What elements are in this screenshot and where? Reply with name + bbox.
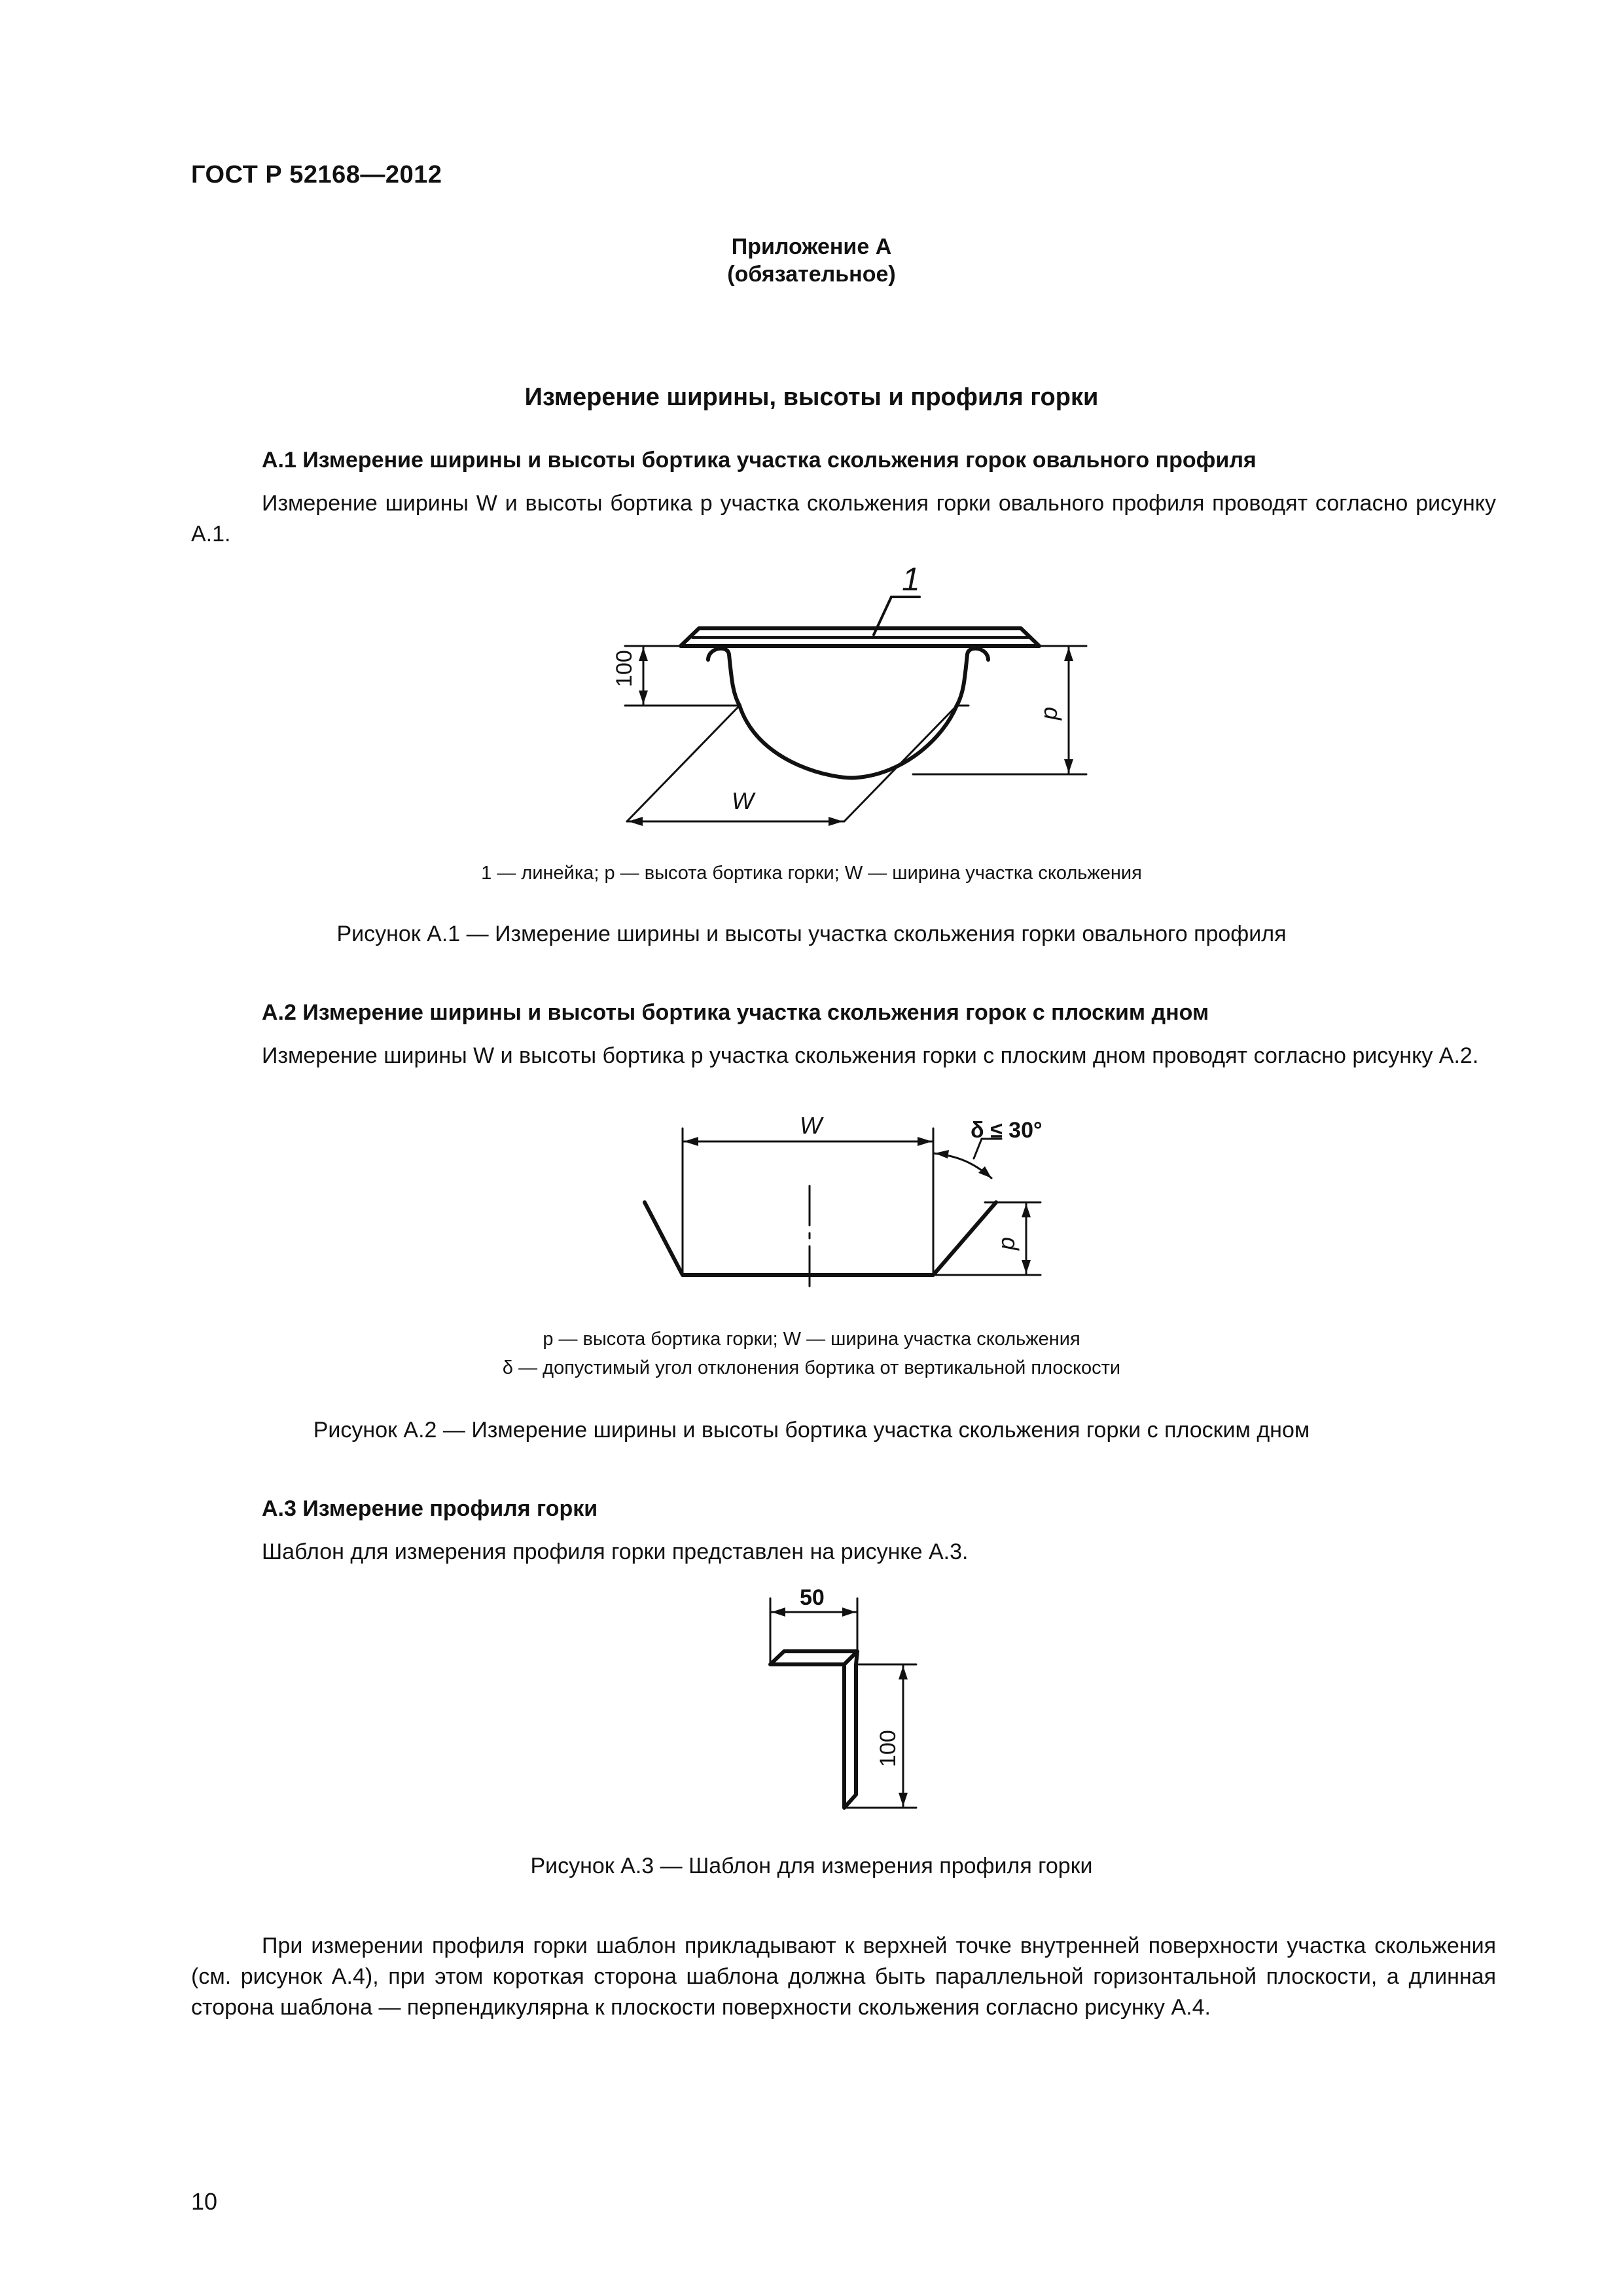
figure-a1-caption: Рисунок А.1 — Измерение ширины и высоты участка скольжения горки овального профиля (336, 922, 1287, 946)
figure-a3-caption: Рисунок А.3 — Шаблон для измерения профиля горки (530, 1854, 1093, 1878)
figure-a2-dim-p: p (993, 1236, 1020, 1250)
section-heading-a1: А.1 Измерение ширины и высоты бортика участка скольжения горок овального профиля (262, 448, 1257, 473)
page-number: 10 (191, 2188, 218, 2215)
section-heading-a2: А.2 Измерение ширины и высоты бортика участка скольжения горок с плоским дном (262, 1000, 1209, 1025)
figure-a1-marker: 1 (902, 561, 920, 598)
final-paragraph (191, 1931, 1496, 2023)
paragraph-text: Измерение ширины W и высоты бортика p участка скольжения горки овального профиля проводят согласно рисунку А.1. (191, 491, 1496, 547)
paragraph-text: При измерении профиля горки шаблон прикладывают к верхней точке внутренней поверхности участка скольжения (см. рисунок А.4), при этом короткая сторона шаблона должна быть параллельной горизонтальной плоскости, а длинная сторона шаблона — перпендикулярна к плоскости поверхности скольжения согласно рисунку А.4. (191, 1933, 1496, 2020)
figure-a2-legend-line-2: δ — допустимый угол отклонения бортика от вертикальной плоскости (502, 1357, 1121, 1378)
figure-a2-angle: δ ≤ 30° (971, 1118, 1043, 1143)
figure-a2-caption: Рисунок А.2 — Измерение ширины и высоты бортика участка скольжения горки с плоским дном (313, 1418, 1310, 1443)
figure-a2-dim-w: W (800, 1112, 822, 1139)
paragraph-text: Измерение ширины W и высоты бортика p участка скольжения горки с плоским дном проводят согласно рисунку А.2. (262, 1043, 1479, 1068)
section-heading-a3: А.3 Измерение профиля горки (262, 1496, 598, 1521)
annex-title: Приложение А (731, 234, 892, 259)
annex-status: (обязательное) (727, 262, 896, 287)
document-code: ГОСТ Р 52168—2012 (191, 161, 442, 188)
main-title: Измерение ширины, высоты и профиля горки (524, 384, 1099, 411)
figure-a1-legend: 1 — линейка; p — высота бортика горки; W — ширина участка скольжения (481, 863, 1142, 884)
figure-a1-dim-w: W (732, 787, 754, 814)
figure-a3-dim-100: 100 (876, 1730, 901, 1767)
figure-a1-dim-p: p (1035, 706, 1062, 720)
figure-a2-legend-line-1: p — высота бортика горки; W — ширина участка скольжения (543, 1329, 1080, 1350)
figure-a3-dim-50: 50 (800, 1585, 825, 1610)
figure-a1-dim-100: 100 (612, 650, 637, 687)
paragraph-text: Шаблон для измерения профиля горки представлен на рисунке А.3. (262, 1539, 969, 1564)
